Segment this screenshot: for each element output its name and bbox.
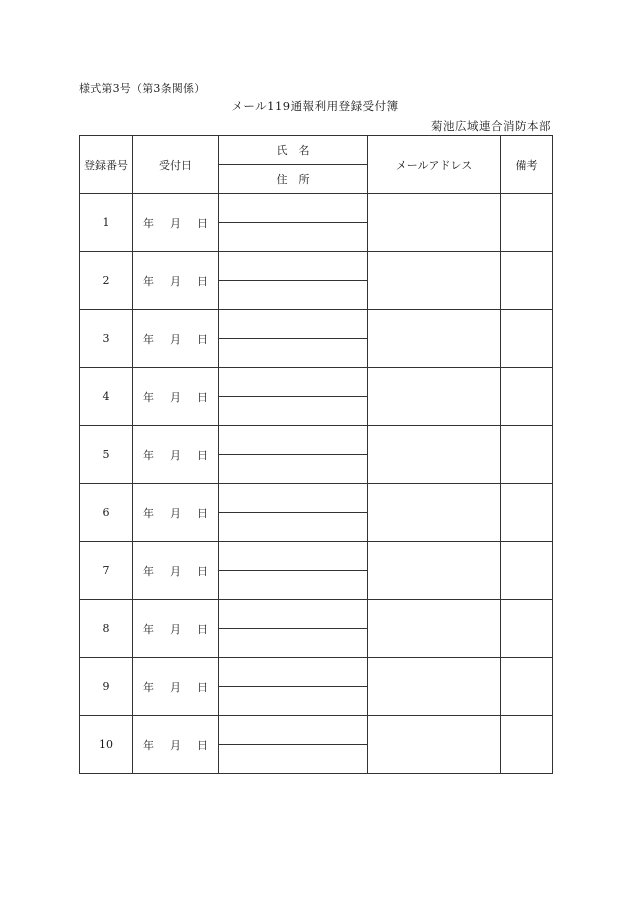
date-unit-year: 年: [143, 506, 154, 520]
date-unit-month: 月: [170, 622, 181, 636]
registration-number-cell: 8: [80, 600, 133, 658]
registration-table: [79, 135, 553, 774]
date-unit-day: 日: [197, 216, 208, 230]
date-unit-month: 月: [170, 506, 181, 520]
reception-date-cell[interactable]: [133, 658, 219, 716]
table-row: [80, 426, 553, 455]
date-unit-day: 日: [197, 622, 208, 636]
address-field[interactable]: [219, 629, 368, 658]
remarks-field[interactable]: [501, 484, 553, 542]
reception-date-cell[interactable]: [133, 252, 219, 310]
address-field[interactable]: [219, 745, 368, 774]
form-number: 様式第3号（第3条関係）: [79, 82, 206, 95]
date-unit-day: 日: [197, 738, 208, 752]
name-field[interactable]: [219, 716, 368, 745]
column-header-reception-date: 受付日: [133, 136, 219, 194]
date-unit-day: 日: [197, 680, 208, 694]
remarks-field[interactable]: [501, 368, 553, 426]
column-header-email: メールアドレス: [368, 136, 501, 194]
email-field[interactable]: [368, 484, 501, 542]
reception-date-cell[interactable]: [133, 194, 219, 252]
table-row: [80, 542, 553, 571]
reception-date-cell[interactable]: [133, 484, 219, 542]
date-unit-day: 日: [197, 506, 208, 520]
remarks-field[interactable]: [501, 542, 553, 600]
email-field[interactable]: [368, 658, 501, 716]
registration-number-cell: 1: [80, 194, 133, 252]
date-unit-year: 年: [143, 216, 154, 230]
date-unit-day: 日: [197, 274, 208, 288]
date-unit-year: 年: [143, 680, 154, 694]
date-unit-day: 日: [197, 448, 208, 462]
email-field[interactable]: [368, 368, 501, 426]
date-unit-day: 日: [197, 390, 208, 404]
date-unit-month: 月: [170, 680, 181, 694]
address-field[interactable]: [219, 223, 368, 252]
address-field[interactable]: [219, 339, 368, 368]
date-unit-day: 日: [197, 332, 208, 346]
date-unit-month: 月: [170, 274, 181, 288]
table-row: [80, 716, 553, 745]
date-unit-month: 月: [170, 738, 181, 752]
table-row: [80, 252, 553, 281]
address-field[interactable]: [219, 281, 368, 310]
registration-number-cell: 5: [80, 426, 133, 484]
table-row: [80, 600, 553, 629]
date-unit-year: 年: [143, 738, 154, 752]
column-header-remarks: 備考: [501, 136, 553, 194]
reception-date-cell[interactable]: [133, 716, 219, 774]
date-unit-day: 日: [197, 564, 208, 578]
date-unit-year: 年: [143, 390, 154, 404]
name-field[interactable]: [219, 252, 368, 281]
reception-date-cell[interactable]: [133, 426, 219, 484]
address-field[interactable]: [219, 571, 368, 600]
address-field[interactable]: [219, 687, 368, 716]
organization-name: 菊池広域連合消防本部: [431, 119, 551, 133]
reception-date-cell[interactable]: [133, 368, 219, 426]
registration-number-cell: 2: [80, 252, 133, 310]
name-field[interactable]: [219, 600, 368, 629]
date-unit-year: 年: [143, 274, 154, 288]
date-unit-month: 月: [170, 564, 181, 578]
email-field[interactable]: [368, 310, 501, 368]
email-field[interactable]: [368, 252, 501, 310]
registration-number-cell: 9: [80, 658, 133, 716]
table-row: [80, 658, 553, 687]
column-header-registration-number: 登録番号: [80, 136, 133, 194]
email-field[interactable]: [368, 194, 501, 252]
registration-number-cell: 10: [80, 716, 133, 774]
email-field[interactable]: [368, 716, 501, 774]
name-field[interactable]: [219, 310, 368, 339]
email-field[interactable]: [368, 600, 501, 658]
table-row: [80, 194, 553, 223]
reception-date-cell[interactable]: [133, 542, 219, 600]
remarks-field[interactable]: [501, 194, 553, 252]
date-unit-year: 年: [143, 564, 154, 578]
document-title: メール119通報利用登録受付簿: [231, 99, 399, 113]
date-unit-month: 月: [170, 448, 181, 462]
date-unit-year: 年: [143, 448, 154, 462]
reception-date-cell[interactable]: [133, 600, 219, 658]
remarks-field[interactable]: [501, 426, 553, 484]
table-row: [80, 484, 553, 513]
date-unit-month: 月: [170, 216, 181, 230]
remarks-field[interactable]: [501, 658, 553, 716]
column-header-name: 氏 名: [219, 136, 368, 165]
remarks-field[interactable]: [501, 716, 553, 774]
name-field[interactable]: [219, 426, 368, 455]
name-field[interactable]: [219, 542, 368, 571]
remarks-field[interactable]: [501, 600, 553, 658]
registration-number-cell: 7: [80, 542, 133, 600]
name-field[interactable]: [219, 484, 368, 513]
email-field[interactable]: [368, 542, 501, 600]
date-unit-year: 年: [143, 332, 154, 346]
address-field[interactable]: [219, 455, 368, 484]
registration-number-cell: 6: [80, 484, 133, 542]
date-unit-month: 月: [170, 390, 181, 404]
registration-number-cell: 4: [80, 368, 133, 426]
name-field[interactable]: [219, 368, 368, 397]
remarks-field[interactable]: [501, 252, 553, 310]
email-field[interactable]: [368, 426, 501, 484]
registration-number-cell: 3: [80, 310, 133, 368]
address-field[interactable]: [219, 397, 368, 426]
name-field[interactable]: [219, 658, 368, 687]
reception-date-cell[interactable]: [133, 310, 219, 368]
table-row: [80, 310, 553, 339]
address-field[interactable]: [219, 513, 368, 542]
table-row: [80, 368, 553, 397]
column-header-address: 住 所: [219, 165, 368, 194]
date-unit-year: 年: [143, 622, 154, 636]
date-unit-month: 月: [170, 332, 181, 346]
remarks-field[interactable]: [501, 310, 553, 368]
name-field[interactable]: [219, 194, 368, 223]
